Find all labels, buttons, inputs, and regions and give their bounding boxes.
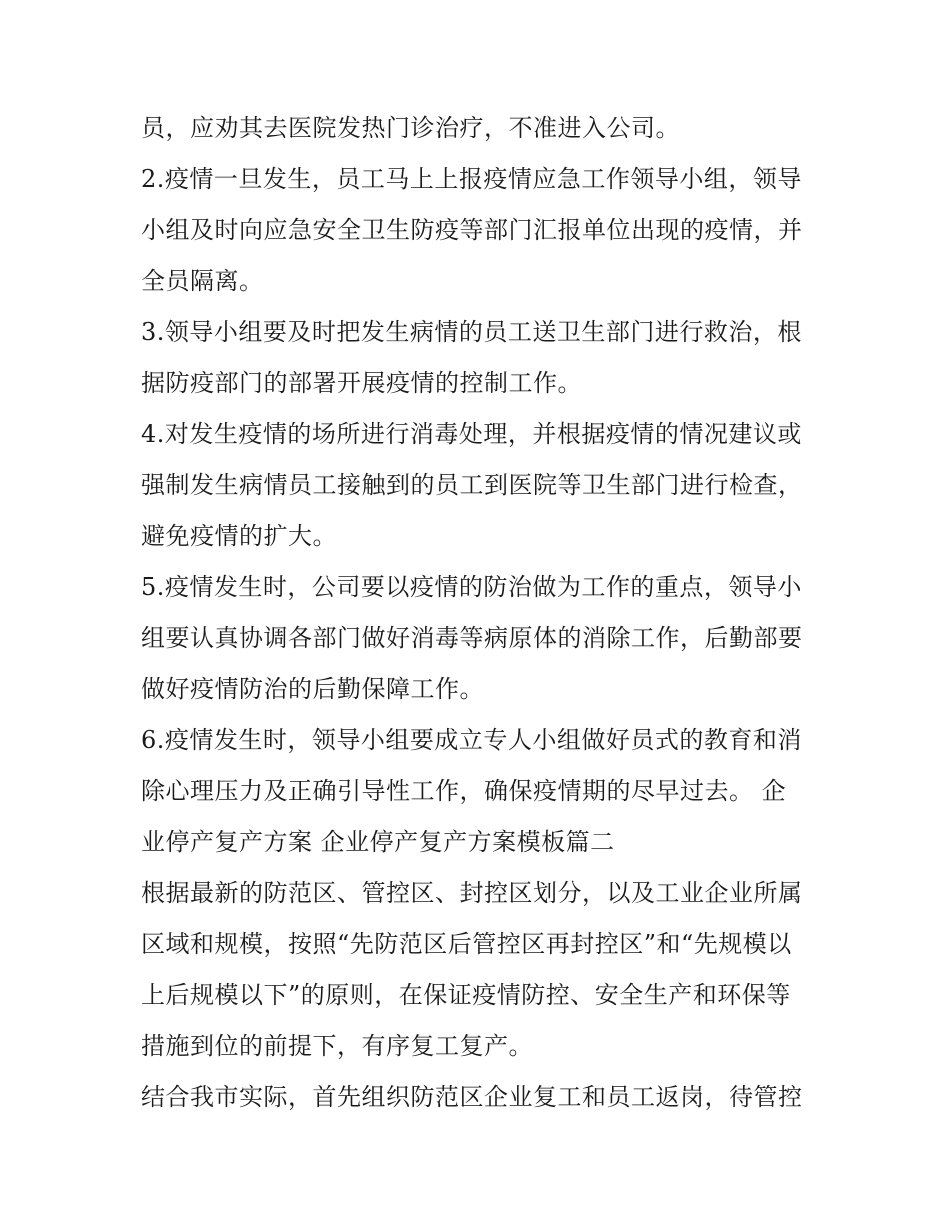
text-line: 上后规模以下”的原则，在保证疫情防控、安全生产和环保等 (141, 981, 791, 1009)
text-line: 据防疫部门的部署开展疫情的控制工作。 (141, 369, 582, 397)
text-line: 6.疫情发生时，领导小组要成立专人小组做好员式的教育和消 (141, 726, 802, 754)
text-line: 强制发生病情员工接触到的员工到医院等卫生部门进行检查， (141, 471, 803, 499)
text-line: 全员隔离。 (141, 267, 264, 295)
text-line: 避免疫情的扩大。 (141, 522, 337, 550)
text-line: 除心理压力及正确引导性工作，确保疫情期的尽早过去。 企 (141, 777, 787, 805)
text-line: 3.领导小组要及时把发生病情的员工送卫生部门进行救治，根 (141, 318, 802, 346)
text-line: 措施到位的前提下，有序复工复产。 (141, 1032, 533, 1060)
text-line: 做好疫情防治的后勤保障工作。 (141, 675, 484, 703)
text-line: 区域和规模，按照“先防范区后管控区再封控区”和“先规模以 (141, 930, 792, 958)
text-line: 4.对发生疫情的场所进行消毒处理，并根据疫情的情况建议或 (141, 420, 802, 448)
text-line: 5.疫情发生时，公司要以疫情的防治做为工作的重点，领导小 (141, 573, 802, 601)
text-line: 根据最新的防范区、管控区、封控区划分，以及工业企业所属 (141, 879, 803, 907)
text-line: 结合我市实际，首先组织防范区企业复工和员工返岗，待管控 (141, 1083, 803, 1111)
text-line: 员，应劝其去医院发热门诊治疗，不准进入公司。 (141, 114, 680, 142)
text-line: 小组及时向应急安全卫生防疫等部门汇报单位出现的疫情，并 (141, 216, 803, 244)
text-line: 2.疫情一旦发生，员工马上上报疫情应急工作领导小组，领导 (141, 165, 802, 193)
text-line: 业停产复产方案 企业停产复产方案模板篇二 (141, 828, 615, 856)
text-line: 组要认真协调各部门做好消毒等病原体的消除工作，后勤部要 (141, 624, 803, 652)
